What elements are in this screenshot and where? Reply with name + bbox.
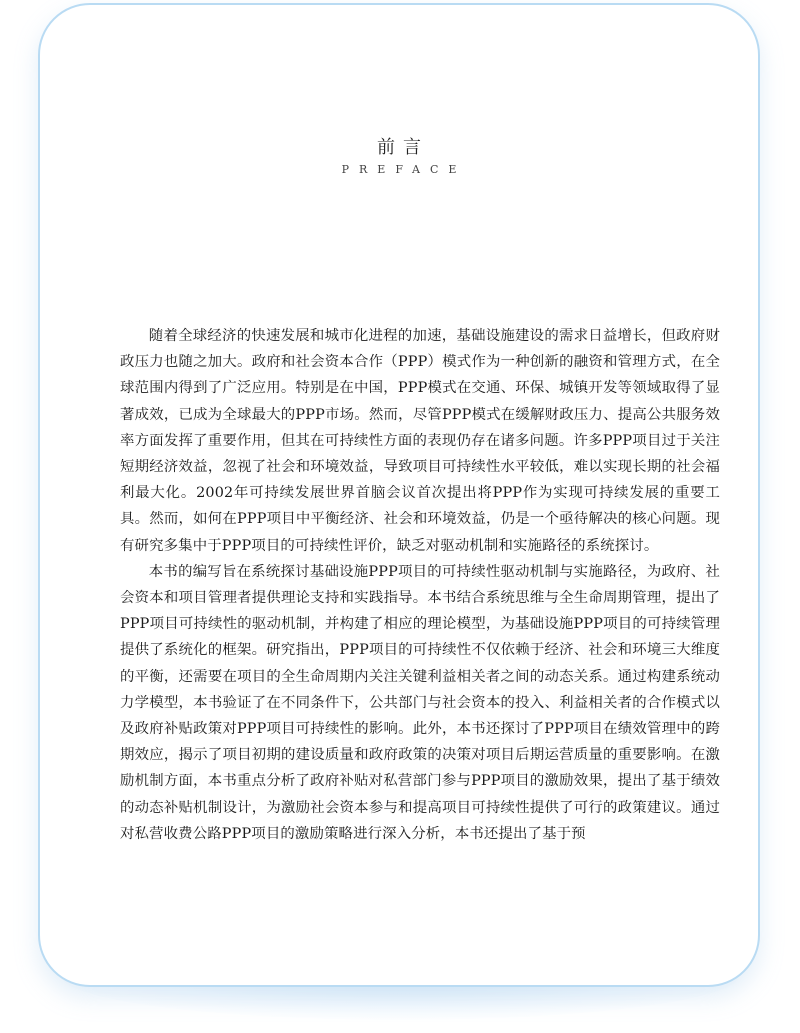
paragraph-2: 本书的编写旨在系统探讨基础设施PPP项目的可持续性驱动机制与实施路径，为政府、社会资本和项目管理者提供理论支持和实践指导。本书结合系统思维与全生命周期管理，提出了PPP项目可持续性的驱动机制，并构建了相应的理论模型，为基础设施PPP项目的可持续管理提供了系统化的框架。研究指出，PPP项目的可持续性不仅依赖于经济、社会和环境三大维度的平衡，还需要在项目的全生命周期内关注关键利益相关者之间的动态关系。通过构建系统动力学模型，本书验证了在不同条件下，公共部门与社会资本的投入、利益相关者的合作模式以及政府补贴政策对PPP项目可持续性的影响。此外，本书还探讨了PPP项目在绩效管理中的跨期效应，揭示了项目初期的建设质量和政府政策的决策对项目后期运营质量的重要影响。在激励机制方面，本书重点分析了政府补贴对私营部门参与PPP项目的激励效果，提出了基于绩效的动态补贴机制设计，为激励社会资本参与和提高项目可持续性提供了可行的政策建议。通过对私营收费公路PPP项目的激励策略进行深入分析，本书还提出了基于预 bbox=[120, 563, 720, 842]
page-title: 前言 bbox=[377, 137, 429, 158]
preface-body bbox=[120, 323, 720, 847]
page-card bbox=[38, 3, 760, 987]
paragraph-1: 随着全球经济的快速发展和城市化进程的加速，基础设施建设的需求日益增长，但政府财政压力也随之加大。政府和社会资本合作（PPP）模式作为一种创新的融资和管理方式，在全球范围内得到了广泛应用。特别是在中国，PPP模式在交通、环保、城镇开发等领域取得了显著成效，已成为全球最大的PPP市场。然而，尽管PPP模式在缓解财政压力、提高公共服务效率方面发挥了重要作用，但其在可持续性方面的表现仍存在诸多问题。许多PPP项目过于关注短期经济效益，忽视了社会和环境效益，导致项目可持续性水平较低，难以实现长期的社会福利最大化。2002年可持续发展世界首脑会议首次提出将PPP作为实现可持续发展的重要工具。然而，如何在PPP项目中平衡经济、社会和环境效益，仍是一个亟待解决的核心问题。现有研究多集中于PPP项目的可持续性评价，缺乏对驱动机制和实施路径的系统探讨。 bbox=[120, 328, 720, 554]
page-subtitle: PREFACE bbox=[341, 163, 467, 176]
